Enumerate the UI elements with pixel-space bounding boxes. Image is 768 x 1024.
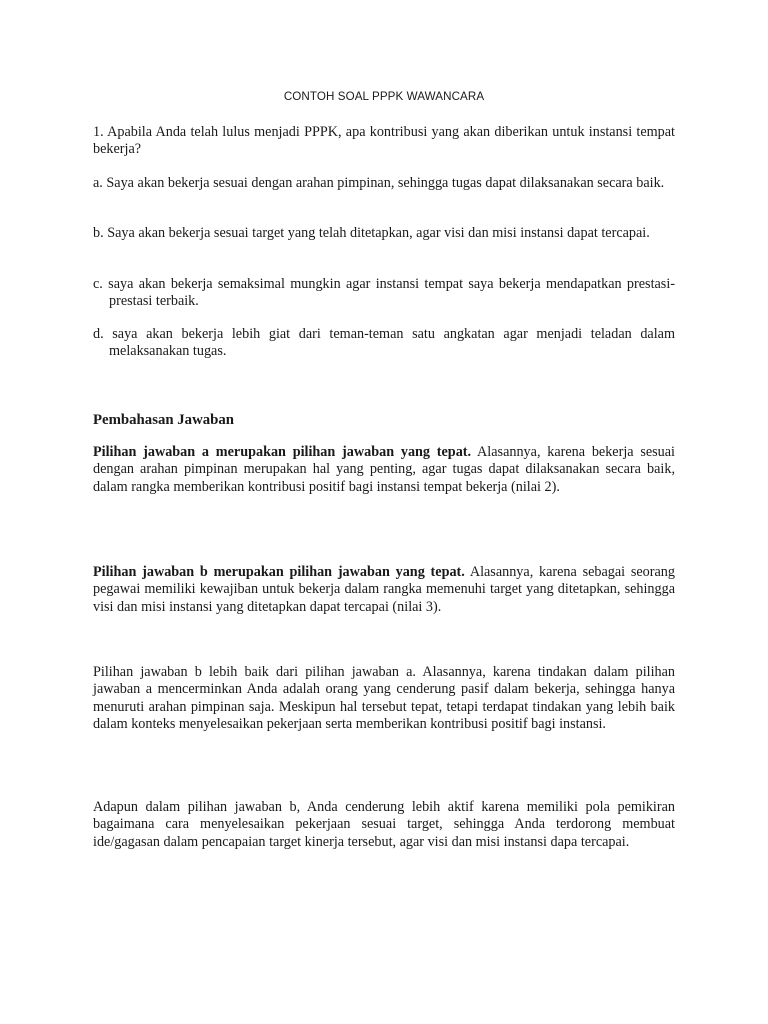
- option-c: c. saya akan bekerja semaksimal mungkin agar instansi tempat saya bekerja mendapatkan prestasi-prestasi terbaik.: [93, 276, 675, 310]
- discussion-heading: Pembahasan Jawaban: [93, 412, 235, 428]
- answer-b-lead: Pilihan jawaban b merupakan pilihan jawaban yang tepat.: [93, 564, 465, 580]
- answer-a-body: Alasannya, karena bekerja sesuai dengan arahan pimpinan merupakan hal yang penting, agar tugas dapat dilaksanakan secara baik, dalam rangka memberikan kontribusi positif bagi instansi tempat bekerja (nilai 2).: [93, 444, 675, 495]
- document-page: [93, 0, 675, 1024]
- option-d: d. saya akan bekerja lebih giat dari teman-teman satu angkatan agar menjadi teladan dalam melaksanakan tugas.: [93, 326, 675, 360]
- answer-b-body: Alasannya, karena sebagai seorang pegawai memiliki kewajiban untuk bekerja dalam rangka memenuhi target yang ditetapkan, sehingga visi dan misi instansi yang ditetapkan dapat tercapai (nilai 3).: [93, 564, 675, 615]
- discussion-comparison: Pilihan jawaban b lebih baik dari pilihan jawaban a. Alasannya, karena tindakan dalam pilihan jawaban a mencerminkan Anda adalah orang yang cenderung pasif dalam bekerja, sehingga hanya menuruti arahan pimpinan saja. Meskipun hal tersebut tepat, tetapi terdapat tindakan yang lebih baik dalam konteks menyelesaikan pekerjaan serta memberikan kontribusi positif bagi instansi.: [93, 664, 675, 733]
- option-b: b. Saya akan bekerja sesuai target yang telah ditetapkan, agar visi dan misi instansi dapat tercapai.: [93, 225, 650, 241]
- discussion-closing: Adapun dalam pilihan jawaban b, Anda cenderung lebih aktif karena memiliki pola pemikiran bagaimana cara menyelesaikan pekerjaan sesuai target, sehingga Anda terdorong membuat ide/gagasan dalam pencapaian target kinerja tersebut, agar visi dan misi instansi dapa tercapai.: [93, 799, 675, 850]
- option-a: a. Saya akan bekerja sesuai dengan arahan pimpinan, sehingga tugas dapat dilaksanakan secara baik.: [93, 175, 665, 191]
- answer-a-lead: Pilihan jawaban a merupakan pilihan jawaban yang tepat.: [93, 444, 472, 460]
- discussion-answer-b: [93, 564, 675, 616]
- discussion-answer-a: [93, 444, 675, 496]
- document-title: CONTOH SOAL PPPK WAWANCARA: [283, 90, 485, 103]
- question-text: 1. Apabila Anda telah lulus menjadi PPPK, apa kontribusi yang akan diberikan untuk instansi tempat bekerja?: [93, 124, 675, 158]
